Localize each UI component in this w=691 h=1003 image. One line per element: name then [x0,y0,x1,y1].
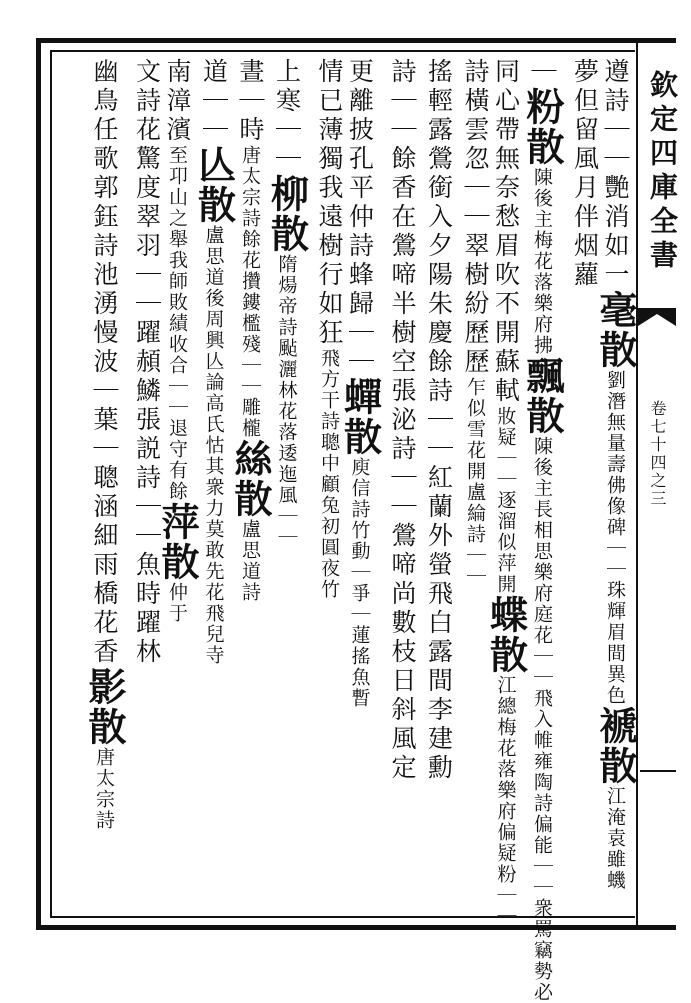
column-text: 晝｜時 [236,58,265,145]
margin-tick [640,770,676,772]
heading-term: 蟬散 [337,377,383,457]
annotation: 盧思道詩 [239,519,261,603]
annotation: 仲于 [166,582,188,624]
text-column [483,58,529,927]
annotation: 飛方干詩聰中顧兔初圓夜竹 [318,348,340,600]
text-column [155,58,200,908]
heading-term: 影散 [82,667,127,747]
column-text: 文詩花驚度翠羽｜｜躍頳鱗張説詩｜｜魚時躍林 [132,58,162,667]
annotation: 乍似雪花開盧綸詩｜｜ [464,377,486,587]
annotation: 隋煬帝詩颭灑林花落逶迤風｜｜ [275,254,298,548]
column-text: ｜ [528,58,557,87]
text-column [337,58,383,908]
annotation: 至卭山之舉我師敗績收合｜｜退守有餘 [166,145,188,502]
column-text: 詩｜｜餘香在鶯啼半樹空張泌詩｜｜鶯啼尚數枝日斜風定 [388,58,417,783]
column-text: 搖輕露鶯銜入夕陽朱慶餘詩｜｜紅蘭外螢飛白露間李建勳 [424,58,454,783]
text-column [126,58,160,908]
fish-tail-mark-icon [638,308,676,326]
column-text: 幽鳥任歌郭鈺詩池湧慢波｜葉｜聰涵細雨橋花香 [90,58,119,667]
column-text: 遵詩｜｜艷消如一 [601,58,630,290]
text-column [264,58,310,908]
heading-term: 亾散 [191,145,237,225]
column-text: 夢但留風月伴烟蘿 [570,58,600,290]
annotation: 陳後主長相思樂府庭花｜｜飛入帷雍陶詩偏能｜｜衆罵竊勢必 [531,436,553,1003]
column-text: 詩橫雲忽｜｜翠樹紛歷歷 [461,58,490,377]
text-column [191,58,237,908]
annotation: 盧思道後周興亾論高氏怙其衆力莫敢先 [202,225,225,582]
text-column [520,58,565,1003]
column-text: 道｜｜ [199,58,229,145]
heading-term: 毫散 [593,290,638,370]
text-column [593,58,638,908]
volume-label: 卷七十四之三 [648,400,667,508]
heading-term: 飄散 [520,356,565,436]
text-column [454,58,488,908]
column-text: 更離披孔平仲詩蜂歸｜｜ [345,58,375,377]
text-column [228,58,273,908]
heading-term: 萍散 [155,502,200,582]
annotation: 江淹袁雖蟣 [604,786,626,891]
annotation: 妝疑｜｜逐溜似萍開 [494,406,517,595]
heading-term: 柳散 [264,174,310,254]
column-text: 上寒｜｜ [272,58,302,174]
text-column [381,58,415,908]
text-column [418,58,452,908]
heading-term: 絲散 [228,439,273,519]
margin-rule [636,308,638,928]
column-text: 南漳濱 [163,58,192,145]
column-text: 情已薄獨我遠樹行如狂 [315,58,344,348]
book-title: 欽定四庫全書 [646,70,679,274]
text-column [308,58,342,908]
column-text: 同心帶無奈愁眉吹不開蘇軾 [491,58,521,406]
text-column [564,58,598,908]
annotation: 唐太宗詩餘花攢鏤檻殘｜｜雕櫳 [239,145,261,439]
heading-term: 蝶散 [483,595,529,675]
annotation: 江總梅花落樂府偏疑粉｜｜ [494,675,517,927]
annotation: 花飛兒寺 [202,582,225,666]
heading-term: 褫散 [593,706,638,786]
annotation: 劉潛無量壽佛像碑｜｜珠輝眉間異色 [604,370,626,706]
text-column [82,58,127,908]
annotation: 唐太宗詩 [93,747,115,831]
heading-term: 粉散 [520,87,565,167]
annotation: 陳後主梅花落樂府拂 [531,167,553,356]
annotation: 庾信詩竹動｜爭｜蓮搖魚暫 [348,457,371,709]
